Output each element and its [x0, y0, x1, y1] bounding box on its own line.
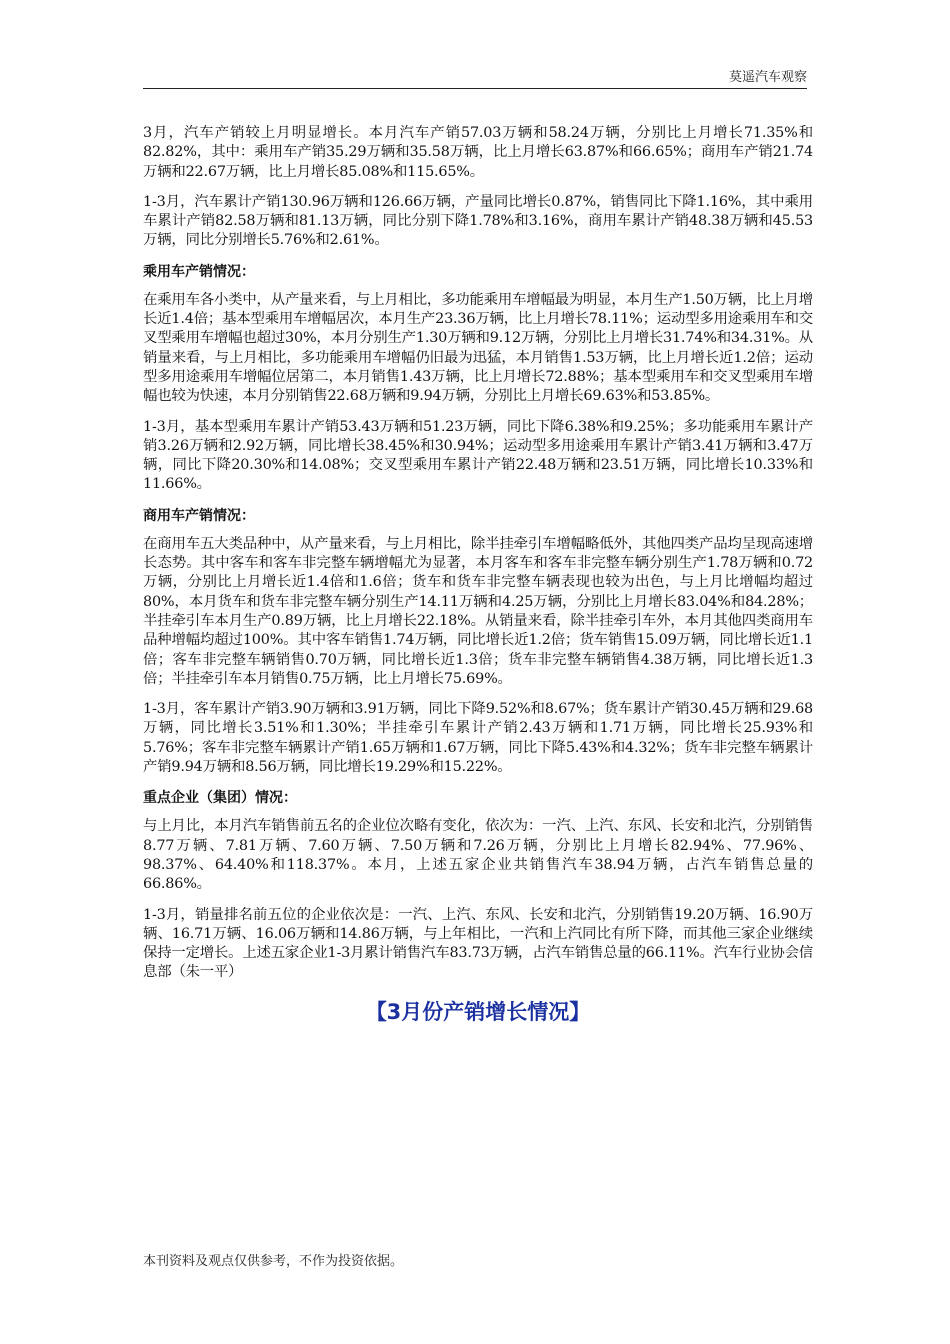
- paragraph-passenger-monthly: 在乘用车各小类中，从产量来看，与上月相比，多功能乘用车增幅最为明显，本月生产1.50万辆，比上月增长近1.4倍；基本型乘用车增幅居次，本月生产23.36万辆，比上月增长78.11%；运动型多用途乘用车和交叉型乘用车增幅也超过30%，本月分别生产1.30万辆和9.12万辆，分别比上月增长31.74%和34.31%。从销量来看，与上月相比，多功能乘用车增幅仍旧最为迅猛，本月销售1.53万辆，比上月增长近1.2倍；运动型多用途乘用车增幅位居第二，本月销售1.43万辆，比上月增长72.88%；基本型乘用车和交叉型乘用车增幅也较为快速，本月分别销售22.68万辆和9.94万辆，分别比上月增长69.63%和53.85%。: [143, 291, 813, 405]
- paragraph-march-overview: 3月，汽车产销较上月明显增长。本月汽车产销57.03万辆和58.24万辆，分别比上月增长71.35%和82.82%，其中：乘用车产销35.29万辆和35.58万辆，比上月增长63.87%和66.65%；商用车产销21.74万辆和22.67万辆，比上月增长85.08%和115.65%。: [143, 125, 813, 180]
- section-heading-enterprises: 重点企业（集团）情况：: [143, 790, 297, 807]
- section-heading-commercial: 商用车产销情况：: [143, 507, 255, 524]
- paragraph-enterprises-q1: 1-3月，销量排名前五位的企业依次是：一汽、上汽、东风、长安和北汽，分别销售19.20万辆、16.90万辆、16.71万辆、16.06万辆和14.86万辆，与上年相比，一汽和上汽同比有所下降，而其他三家企业继续保持一定增长。上述五家企业1-3月累计销售汽车83.73万辆，占汽车销售总量的66.11%。汽车行业协会信息部（朱一平）: [143, 906, 813, 981]
- section-heading-passenger: 乘用车产销情况：: [143, 263, 255, 280]
- section-banner: 【3月份产销增长情况】: [365, 999, 591, 1024]
- paragraph-q1-overview: 1-3月，汽车累计产销130.96万辆和126.66万辆，产量同比增长0.87%，销售同比下降1.16%，其中乘用车累计产销82.58万辆和81.13万辆，同比分别下降1.78%和3.16%，商用车累计产销48.38万辆和45.53万辆，同比分别增长5.76%和2.61%。: [143, 193, 813, 249]
- paragraph-commercial-q1: 1-3月，客车累计产销3.90万辆和3.91万辆，同比下降9.52%和8.67%；货车累计产销30.45万辆和29.68万辆，同比增长3.51%和1.30%；半挂牵引车累计产销2.43万辆和1.71万辆，同比增长25.93%和5.76%；客车非完整车辆累计产销1.65万辆和1.67万辆，同比下降5.43%和4.32%；货车非完整车辆累计产销9.94万辆和8.56万辆，同比增长19.29%和15.22%。: [143, 701, 813, 776]
- paragraph-enterprises-monthly: 与上月比，本月汽车销售前五名的企业位次略有变化，依次为：一汽、上汽、东风、长安和北汽，分别销售8.77万辆、7.81万辆、7.60万辆、7.50万辆和7.26万辆，分别比上月增长82.94%、77.96%、98.37%、64.40%和118.37%。本月，上述五家企业共销售汽车38.94万辆，占汽车销售总量的66.86%。: [143, 818, 813, 893]
- footer-disclaimer: 本刊资料及观点仅供参考，不作为投资依据。: [143, 1254, 404, 1269]
- header-title: 莫遥汽车观察: [728, 70, 807, 85]
- article-body: [143, 124, 813, 1026]
- paragraph-passenger-q1: 1-3月，基本型乘用车累计产销53.43万辆和51.23万辆，同比下降6.38%和9.25%；多功能乘用车累计产销3.26万辆和2.92万辆，同比增长38.45%和30.94%；运动型多用途乘用车累计产销3.41万辆和3.47万辆，同比下降20.30%和14.08%；交叉型乘用车累计产销22.48万辆和23.51万辆，同比增长10.33%和11.66%。: [143, 418, 813, 493]
- paragraph-commercial-monthly: 在商用车五大类品种中，从产量来看，与上月相比，除半挂牵引车增幅略低外，其他四类产品均呈现高速增长态势。其中客车和客车非完整车辆增幅尤为显著，本月客车和客车非完整车辆分别生产1.78万辆和0.72万辆，分别比上月增长近1.4倍和1.6倍；货车和货车非完整车辆表现也较为出色，与上月比增幅均超过80%，本月货车和货车非完整车辆分别生产14.11万辆和4.25万辆，分别比上月增长83.04%和84.28%；半挂牵引车本月生产0.89万辆，比上月增长22.18%。从销量来看，除半挂牵引车外，本月其他四类商用车品种增幅均超过100%。其中客车销售1.74万辆，同比增长近1.2倍；货车销售15.09万辆，同比增长近1.1倍；客车非完整车辆销售0.70万辆，同比增长近1.3倍；货车非完整车辆销售4.38万辆，同比增长近1.3倍；半挂牵引车本月销售0.75万辆，比上月增长75.69%。: [143, 535, 813, 687]
- header-divider: [143, 88, 807, 89]
